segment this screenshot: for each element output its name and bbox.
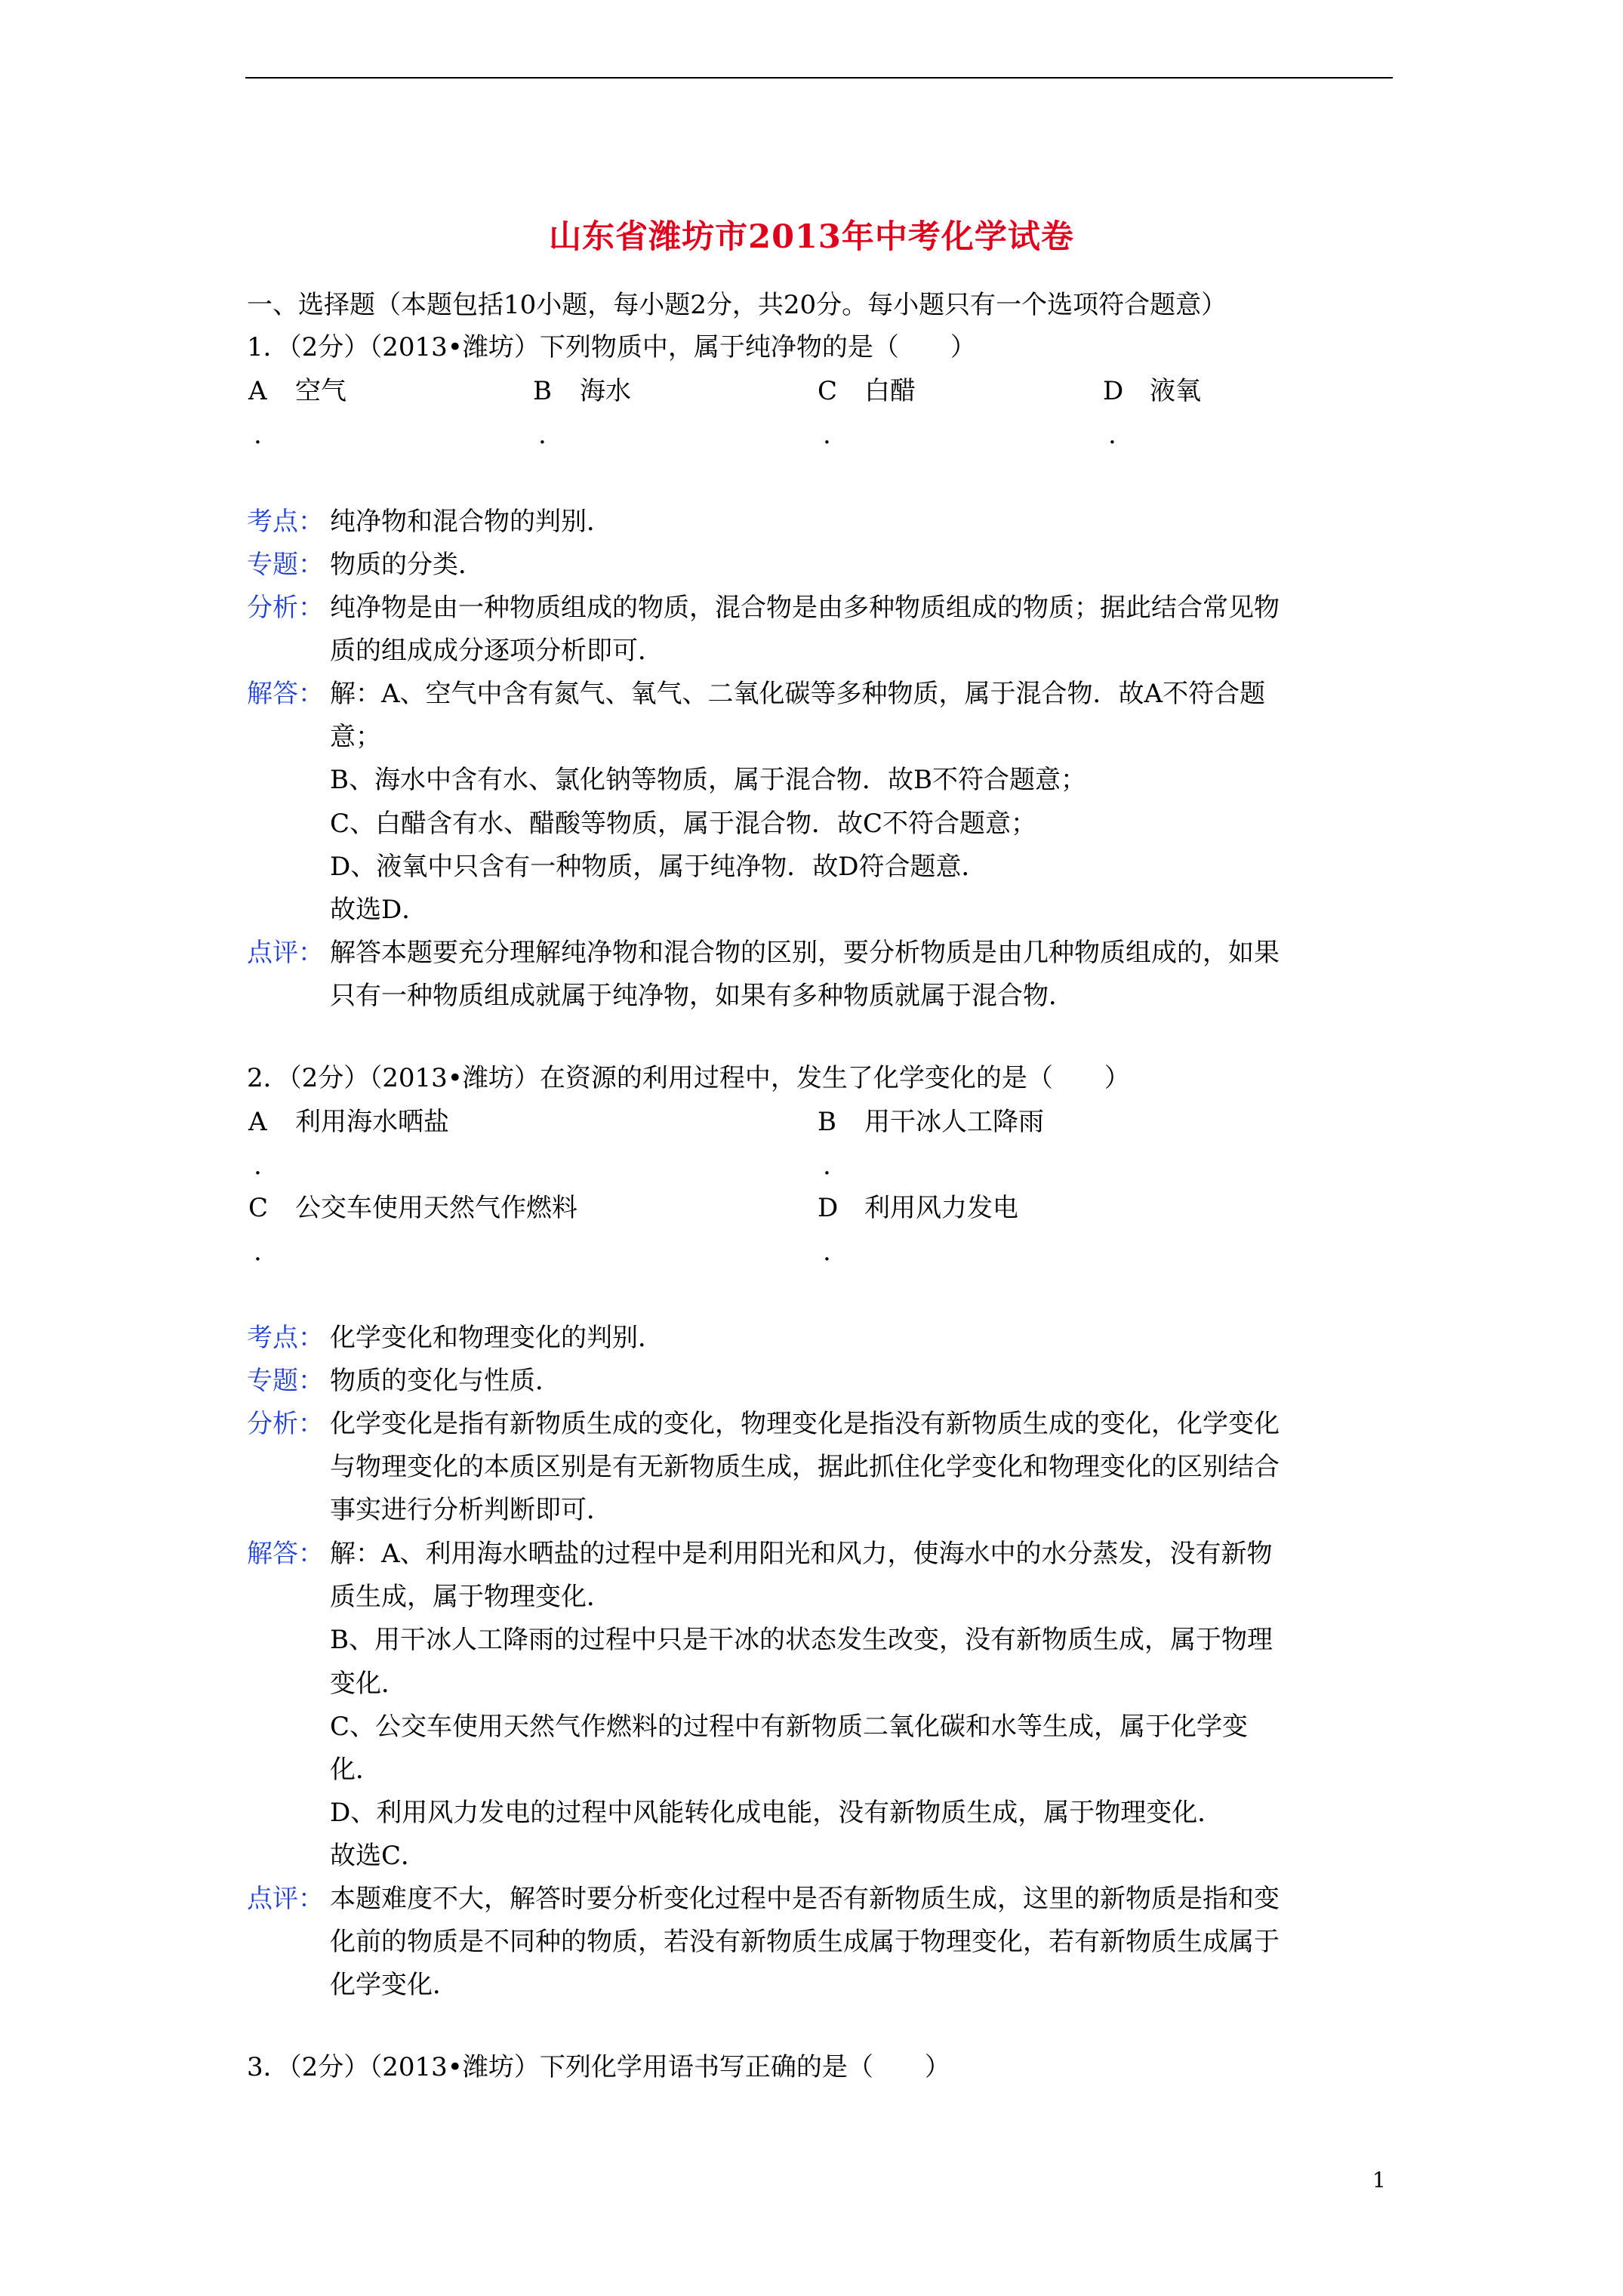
zhuanti-label: 专题： [247,550,324,580]
option-dot: . [254,420,262,450]
fenxi-line: 与物理变化的本质区别是有无新物质生成，据此抓住化学变化和物理变化的区别结合 [330,1452,1280,1483]
jieda-line: 故选C． [330,1841,427,1872]
option-text: 白醋 [864,376,916,406]
dianping-line: 只有一种物质组成就属于纯净物，如果有多种物质就属于混合物． [330,981,1074,1012]
option-letter: A [248,376,267,406]
jieda-line: B、海水中含有水、氯化钠等物质，属于混合物．故B不符合题意； [330,765,1086,796]
kaodian-label: 考点： [247,1323,324,1353]
option-letter: B [818,1107,836,1137]
zhuanti-text: 物质的分类． [330,550,484,580]
q2-kaodian [247,1317,1398,1360]
option-dot: . [254,1237,262,1267]
fenxi-label: 分析： [247,593,324,623]
question-3-stem: 3．（2分）（2013•潍坊）下列化学用语书写正确的是（ ） [247,2052,950,2082]
q2-fenxi [247,1403,1398,1533]
jieda-line: 故选D． [330,895,428,926]
option-text: 海水 [580,376,631,406]
q2-option-a[interactable] [248,1101,449,1143]
q2-option-c[interactable] [248,1187,577,1229]
dianping-line: 解答本题要充分理解纯净物和混合物的区别，要分析物质是由几种物质组成的，如果 [330,938,1280,968]
option-letter: A [248,1107,267,1137]
option-dot: . [1108,420,1116,450]
jieda-line: B、用干冰人工降雨的过程中只是干冰的状态发生改变，没有新物质生成，属于物理 [330,1625,1273,1656]
option-dot: . [538,420,547,450]
section-header: 一、选择题（本题包括10小题，每小题2分，共20分。每小题只有一个选项符合题意） [247,290,1227,320]
q1-option-a[interactable] [248,370,346,412]
q2-dianping [247,1878,1398,2008]
option-letter: D [1103,376,1124,406]
zhuanti-label: 专题： [247,1366,324,1396]
q1-zhuanti [247,544,1398,587]
q2-zhuanti [247,1360,1398,1403]
option-text: 公交车使用天然气作燃料 [295,1193,577,1223]
jieda-line: 质生成，属于物理变化． [330,1582,612,1613]
jieda-line: 意； [330,722,381,753]
fenxi-line: 纯净物是由一种物质组成的物质，混合物是由多种物质组成的物质；据此结合常见物 [330,593,1280,623]
dianping-label: 点评： [247,938,324,968]
q2-option-b[interactable] [818,1101,1044,1143]
jieda-line: C、公交车使用天然气作燃料的过程中有新物质二氧化碳和水等生成，属于化学变 [330,1711,1249,1742]
kaodian-label: 考点： [247,507,324,537]
option-letter: C [248,1193,269,1223]
kaodian-text: 纯净物和混合物的判别． [330,507,612,537]
dianping-label: 点评： [247,1884,324,1914]
page-title: 山东省潍坊市2013年中考化学试卷 [549,218,1074,256]
q1-option-d[interactable] [1103,370,1201,412]
jieda-line: C、白醋含有水、醋酸等物质，属于混合物．故C不符合题意； [330,808,1037,839]
fenxi-label: 分析： [247,1409,324,1439]
header-rule [245,77,1393,79]
option-text: 液氧 [1150,376,1201,406]
q2-option-d[interactable] [818,1187,1018,1229]
dianping-line: 本题难度不大，解答时要分析变化过程中是否有新物质生成，这里的新物质是指和变 [330,1884,1280,1914]
option-dot: . [823,420,831,450]
q1-jieda [247,673,1398,932]
page-number: 1 [1372,2168,1386,2193]
option-letter: B [533,376,552,406]
dianping-line: 化前的物质是不同种的物质，若没有新物质生成属于物理变化，若有新物质生成属于 [330,1927,1280,1958]
q2-jieda [247,1533,1398,1878]
option-text: 利用海水晒盐 [295,1107,449,1137]
jieda-line: D、液氧中只含有一种物质，属于纯净物．故D符合题意． [330,851,987,882]
option-text: 空气 [295,376,346,406]
jieda-line: 化． [330,1755,381,1786]
q1-option-c[interactable] [818,370,916,412]
q1-dianping [247,932,1398,1018]
option-letter: D [818,1193,839,1223]
jieda-line: D、利用风力发电的过程中风能转化成电能，没有新物质生成，属于物理变化． [330,1798,1224,1829]
fenxi-line: 化学变化是指有新物质生成的变化，物理变化是指没有新物质生成的变化，化学变化 [330,1409,1280,1439]
q1-kaodian [247,501,1398,544]
jieda-label: 解答： [247,1539,324,1569]
zhuanti-text: 物质的变化与性质． [330,1366,561,1396]
fenxi-line: 质的组成成分逐项分析即可． [330,636,664,667]
jieda-line: 解：A、利用海水晒盐的过程中是利用阳光和风力，使海水中的水分蒸发，没有新物 [330,1539,1273,1569]
option-dot: . [254,1151,262,1181]
kaodian-text: 化学变化和物理变化的判别． [330,1323,664,1353]
question-1-stem: 1．（2分）（2013•潍坊）下列物质中，属于纯净物的是（ ） [247,332,976,362]
question-2-stem: 2．（2分）（2013•潍坊）在资源的利用过程中，发生了化学变化的是（ ） [247,1063,1130,1093]
option-letter: C [818,376,838,406]
option-dot: . [823,1151,831,1181]
jieda-line: 变化． [330,1668,407,1699]
option-text: 利用风力发电 [864,1193,1018,1223]
q1-option-b[interactable] [533,370,631,412]
jieda-line: 解：A、空气中含有氮气、氧气、二氧化碳等多种物质，属于混合物．故A不符合题 [330,679,1266,709]
dianping-line: 化学变化． [330,1970,458,2001]
option-dot: . [823,1237,831,1267]
q1-fenxi [247,587,1398,673]
option-text: 用干冰人工降雨 [864,1107,1044,1137]
fenxi-line: 事实进行分析判断即可． [330,1495,612,1526]
jieda-label: 解答： [247,679,324,709]
